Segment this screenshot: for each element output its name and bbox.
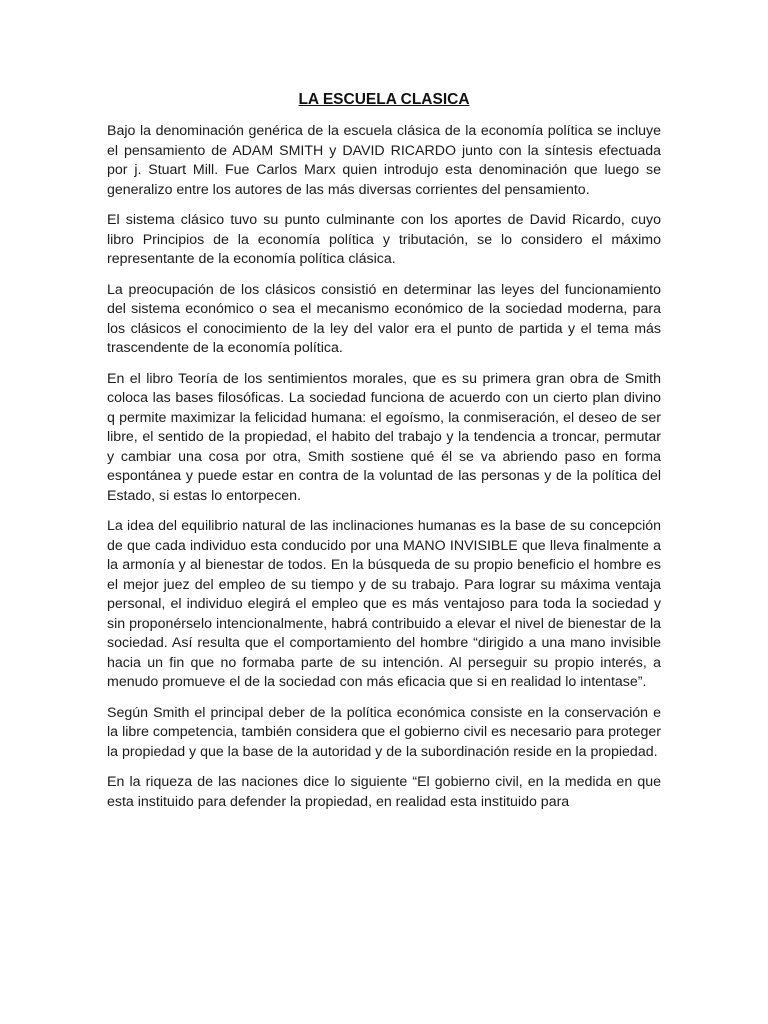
- paragraph: En la riqueza de las naciones dice lo siguiente “El gobierno civil, en la medida en que esta instituido para defender la propiedad, en realidad esta instituido para: [107, 774, 661, 810]
- document-title: LA ESCUELA CLASICA: [298, 91, 470, 108]
- paragraph: Según Smith el principal deber de la política económica consiste en la conservación e la libre competencia, también considera que el gobierno civil es necesario para proteger la propiedad y que la base de la autoridad y de la subordinación reside en la propiedad.: [107, 704, 661, 760]
- paragraph: El sistema clásico tuvo su punto culminante con los aportes de David Ricardo, cuyo libro Principios de la economía política y tributación, se lo considero el máximo representante de la economía política clásica.: [107, 212, 661, 267]
- paragraph: La idea del equilibrio natural de las inclinaciones humanas es la base de su concepción de que cada individuo esta conducido por una MANO INVISIBLE que lleva finalmente a la armonía y al bienestar de todos. En la búsqueda de su propio beneficio el hombre es el mejor juez del empleo de su tiempo y de su trabajo. Para lograr su máxima ventaja personal, el individuo elegirá el empleo que es más ventajoso para toda la sociedad y sin proponérselo intencionalmente, habrá contribuido a elevar el nivel de bienestar de la sociedad. Así resulta que el comportamiento del hombre “dirigido a una mano invisible hacia un fin que no formaba parte de su intención. Al perseguir su propio interés, a menudo promueve el de la sociedad con más eficacia que si en realidad lo intentase”.: [107, 518, 661, 690]
- paragraph: En el libro Teoría de los sentimientos morales, que es su primera gran obra de Smith coloca las bases filosóficas. La sociedad funciona de acuerdo con un cierto plan divino q permite maximizar la felicidad humana: el egoísmo, la conmiseración, el deseo de ser libre, el sentido de la propiedad, el habito del trabajo y la tendencia a troncar, permutar y cambiar una cosa por otra, Smith sostiene qué él se va abriendo paso en forma espontánea y puede estar en contra de la voluntad de las personas y de la política del Estado, si estas lo entorpecen.: [107, 370, 661, 504]
- paragraph: La preocupación de los clásicos consistió en determinar las leyes del funcionamiento del sistema económico o sea el mecanismo económico de la sociedad moderna, para los clásicos el conocimiento de la ley del valor era el punto de partida y el tema más trascendente de la economía política.: [107, 281, 661, 356]
- paragraph: Bajo la denominación genérica de la escuela clásica de la economía política se incluye el pensamiento de ADAM SMITH y DAVID RICARDO junto con la síntesis efectuada por j. Stuart Mill. Fue Carlos Marx quien introdujo esta denominación que luego se generalizo entre los autores de las más diversas corrientes del pensamiento.: [107, 123, 661, 198]
- document-body: [107, 122, 661, 812]
